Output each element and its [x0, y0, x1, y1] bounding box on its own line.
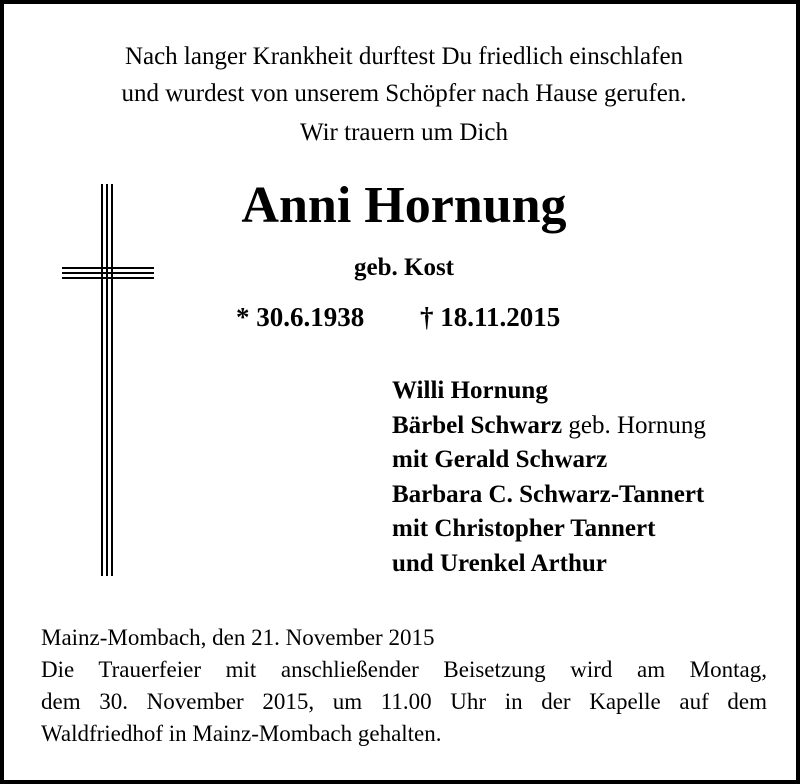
- family-member-note: geb. Hornung: [562, 411, 706, 439]
- family-member: [392, 547, 706, 582]
- deceased-name: Anni Hornung: [241, 177, 567, 234]
- poem-verse: [4, 38, 800, 112]
- family-list: [392, 374, 706, 581]
- funeral-line-3: Waldfriedhof in Mainz-Mombach gehalten.: [41, 721, 442, 746]
- poem-line-1: Nach langer Krankheit durftest Du friedlich einschlafen: [124, 43, 684, 70]
- family-member: [392, 443, 706, 478]
- family-member-name: Barbara C. Schwarz-Tannert: [392, 480, 705, 508]
- family-member: [392, 409, 706, 444]
- maiden-name: geb. Kost: [354, 254, 454, 281]
- family-member-name: und Urenkel Arthur: [392, 549, 607, 577]
- poem-line-2: und wurdest von unserem Schöpfer nach Hause gerufen.: [121, 80, 687, 107]
- family-member-name: Willi Hornung: [392, 377, 548, 404]
- death-date: † 18.11.2015: [420, 302, 561, 332]
- funeral-announcement: [41, 654, 767, 750]
- funeral-line-1: Die Trauerfeier mit anschließender Beisetzung wird am Montag,: [41, 657, 767, 682]
- family-member: [392, 478, 706, 513]
- family-member: [392, 374, 706, 409]
- family-member-name: mit Christopher Tannert: [392, 515, 656, 542]
- family-member: [392, 512, 706, 547]
- family-member-name: Bärbel Schwarz: [392, 411, 563, 439]
- cross-icon: [62, 184, 162, 576]
- funeral-line-2: dem 30. November 2015, um 11.00 Uhr in der Kapelle auf dem: [41, 689, 767, 714]
- birth-date: * 30.6.1938: [236, 302, 365, 332]
- place-date-line: Mainz-Mombach, den 21. November 2015: [41, 625, 435, 650]
- family-member-name: mit Gerald Schwarz: [392, 446, 608, 473]
- mourning-line: Wir trauern um Dich: [300, 119, 508, 146]
